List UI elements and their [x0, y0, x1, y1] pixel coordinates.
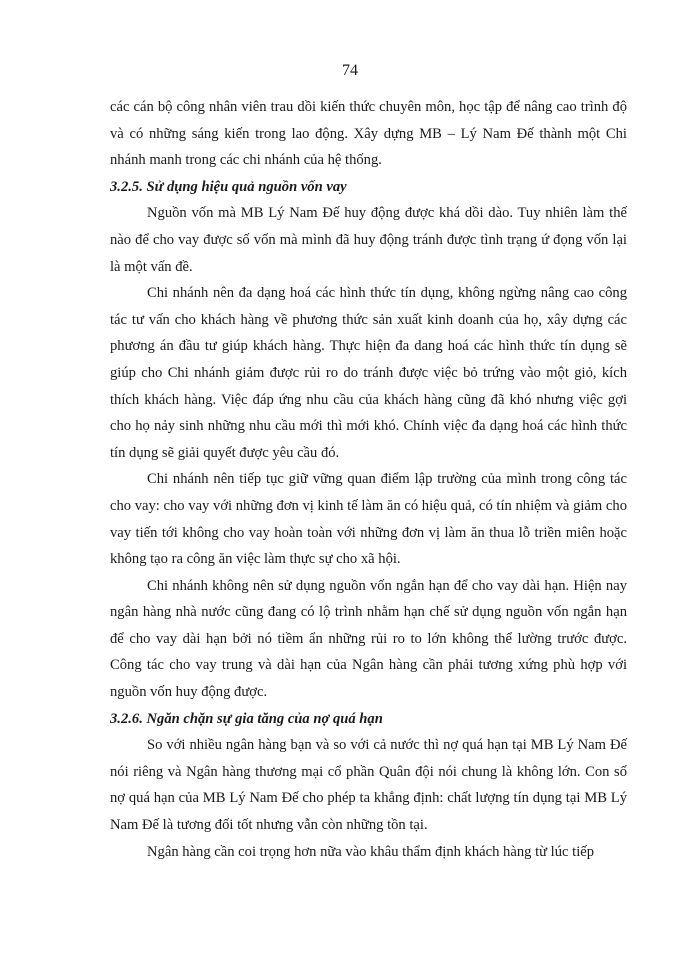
paragraph-continued: các cán bộ công nhân viên trau dồi kiến thức chuyên môn, học tập để nâng cao trình độ và có những sáng kiến trong lao động. Xây dựng MB – Lý Nam Đế thành một Chi nhánh manh trong các chi nhánh của hệ thống.: [110, 99, 627, 169]
paragraph: So với nhiều ngân hàng bạn và so với cả nước thì nợ quá hạn tại MB Lý Nam Đế nói riêng và Ngân hàng thương mại cổ phần Quân đội nói chung là không lớn. Con số nợ quá hạn của MB Lý Nam Đế cho phép ta khẳng định: chất lượng tín dụng tại MB Lý Nam Đế là tương đối tốt nhưng vẫn còn những tồn tại.: [110, 737, 627, 834]
paragraph: Nguồn vốn mà MB Lý Nam Đế huy động được khá dồi dào. Tuy nhiên làm thế nào để cho vay được số vốn mà mình đã huy động tránh được tình trạng ứ đọng vốn lại là một vấn đề.: [110, 205, 627, 275]
paragraph: Chi nhánh nên tiếp tục giữ vững quan điểm lập trường của mình trong công tác cho vay: cho vay với những đơn vị kinh tế làm ăn có hiệu quả, có tín nhiệm và giảm cho vay tiến tới không cho vay hoàn toàn với những đơn vị làm ăn thua lỗ triền miên hoặc không tạo ra công ăn việc làm thực sự cho xã hội.: [110, 471, 627, 568]
paragraph: Chi nhánh không nên sử dụng nguồn vốn ngắn hạn để cho vay dài hạn. Hiện nay ngân hàng nhà nước cũng đang có lộ trình nhằm hạn chế sử dụng nguồn vốn ngắn hạn để cho vay dài hạn bởi nó tiềm ẩn những rủi ro to lớn không thể lường trước được. Công tác cho vay trung và dài hạn của Ngân hàng cần phải tương xứng phù hợp với nguồn vốn huy động được.: [110, 577, 627, 701]
page-body: [110, 94, 627, 865]
section-heading-3-2-6: 3.2.6. Ngăn chặn sự gia tăng của nợ quá hạn: [110, 710, 383, 727]
paragraph-truncated: Ngân hàng cần coi trọng hơn nữa vào khâu thẩm định khách hàng từ lúc tiếp: [147, 843, 595, 860]
paragraph: Chi nhánh nên đa dạng hoá các hình thức tín dụng, không ngừng nâng cao công tác tư vấn cho khách hàng về phương thức sản xuất kinh doanh của họ, xây dựng các phương án đầu tư giúp khách hàng. Thực hiện đa dang hoá các hình thức tín dụng sẽ giúp cho Chi nhánh giảm được rủi ro do tránh được việc bỏ trứng vào một giỏ, kích thích khách hàng. Việc đáp ứng nhu cầu của khách hàng cũng đã khó nhưng việc gợi cho họ nảy sinh những nhu cầu mới thì mới khó. Chính việc đa dạng hoá các hình thức tín dụng sẽ giải quyết được yêu cầu đó.: [110, 285, 627, 461]
section-heading-3-2-5: 3.2.5. Sử dụng hiệu quả nguồn vốn vay: [110, 178, 347, 195]
page-number: 74: [342, 62, 358, 79]
